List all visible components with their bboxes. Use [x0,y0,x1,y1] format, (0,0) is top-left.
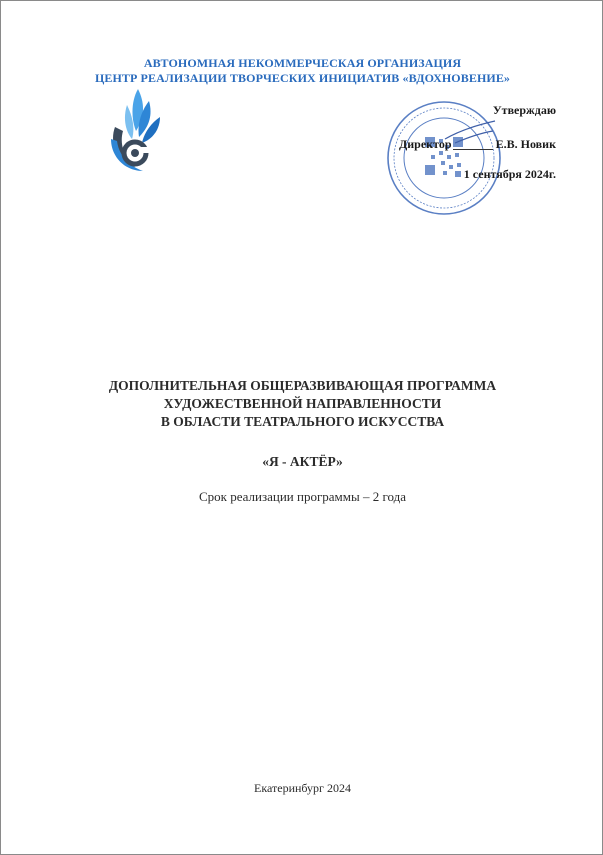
approval-role: Директор [399,137,452,151]
program-title-line2: ХУДОЖЕСТВЕННОЙ НАПРАВЛЕННОСТИ [163,396,442,411]
approval-name: Е.В. Новик [495,137,556,151]
org-name-line2: ЦЕНТР РЕАЛИЗАЦИИ ТВОРЧЕСКИХ ИНИЦИАТИВ «ВДОХНОВЕНИЕ» [94,71,511,85]
program-title-line1: ДОПОЛНИТЕЛЬНАЯ ОБЩЕРАЗВИВАЮЩАЯ ПРОГРАММА [108,378,497,393]
approval-title: Утверждаю [492,103,556,117]
program-title-line3: В ОБЛАСТИ ТЕАТРАЛЬНОГО ИСКУССТВА [160,414,445,429]
organization-logo-icon [105,87,167,175]
program-term: Срок реализации программы – 2 года [198,489,407,504]
city-year: Екатеринбург 2024 [254,781,351,795]
org-name-line1: АВТОНОМНАЯ НЕКОММЕРЧЕСКАЯ ОРГАНИЗАЦИЯ [143,56,462,70]
official-stamp-icon [385,99,503,217]
program-name: «Я - АКТЁР» [262,454,343,469]
signature-line [453,149,493,150]
approval-date: 1 сентября 2024г. [463,167,556,181]
